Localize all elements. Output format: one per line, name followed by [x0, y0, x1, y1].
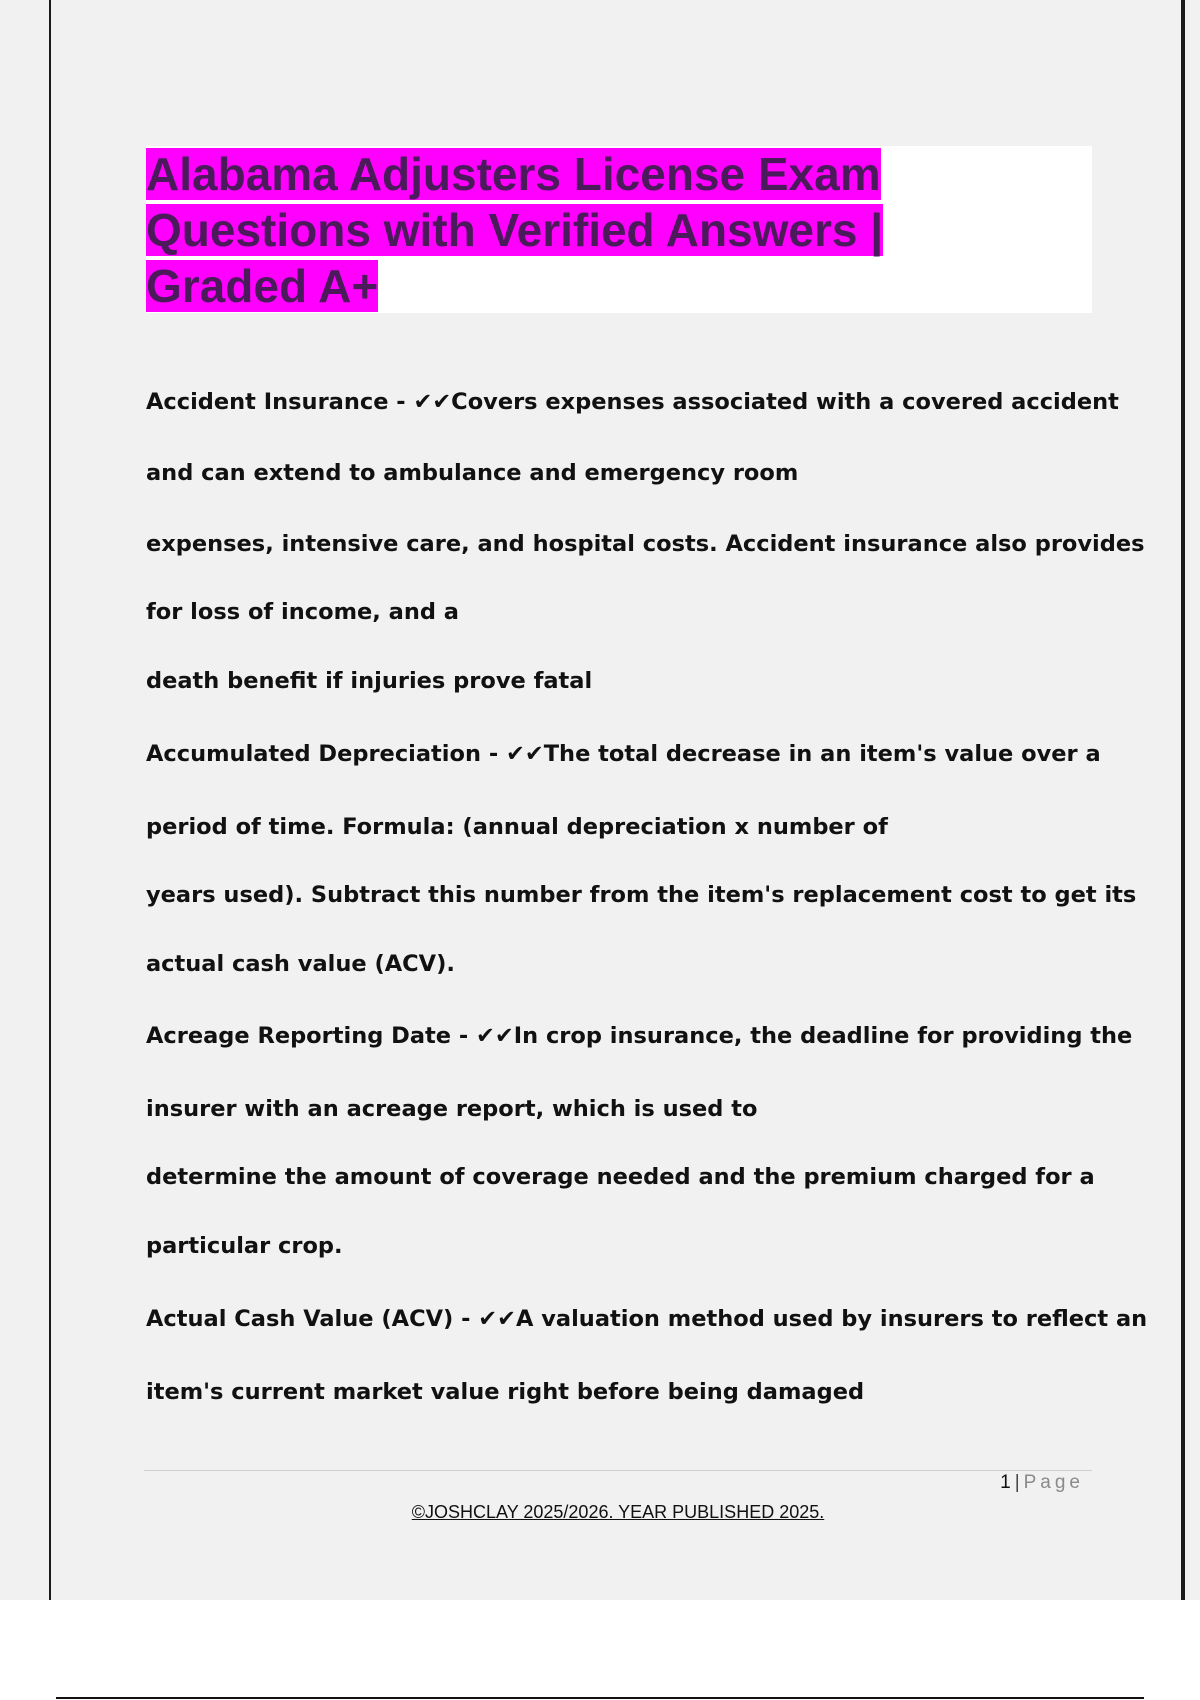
body-line: for loss of income, and a — [146, 599, 459, 625]
body-line: period of time. Formula: (annual depreciation x number of — [146, 814, 888, 840]
page-number-separator: | — [1014, 1472, 1020, 1493]
body-line: Acreage Reporting Date - ✔✔In crop insurance, the deadline for providing the — [146, 1023, 1133, 1049]
body-line: years used). Subtract this number from the item's replacement cost to get its — [146, 882, 1137, 908]
body-line: item's current market value right before being damaged — [146, 1379, 865, 1405]
body-line: Actual Cash Value (ACV) - ✔✔A valuation method used by insurers to reflect an — [146, 1306, 1148, 1332]
footer-divider — [144, 1470, 1092, 1471]
body-line: expenses, intensive care, and hospital costs. Accident insurance also provides — [146, 531, 1145, 557]
body-line: actual cash value (ACV). — [146, 951, 455, 977]
page-number — [1000, 1472, 1084, 1494]
body-line: death benefit if injuries prove fatal — [146, 668, 593, 694]
page-number-value: 1 — [1000, 1472, 1011, 1493]
title-line-1: Alabama Adjusters License Exam — [146, 148, 881, 200]
body-line: Accident Insurance - ✔✔Covers expenses associated with a covered accident — [146, 389, 1119, 415]
copyright-notice: ©JOSHCLAY 2025/2026. YEAR PUBLISHED 2025. — [411, 1502, 825, 1522]
body-line: and can extend to ambulance and emergency room — [146, 460, 799, 486]
page-word: Page — [1023, 1472, 1084, 1493]
bottom-divider — [56, 1697, 1144, 1699]
title-line-2: Questions with Verified Answers | — [146, 204, 884, 256]
document-title — [146, 146, 936, 314]
title-line-3: Graded A+ — [146, 260, 379, 312]
body-line: insurer with an acreage report, which is used to — [146, 1096, 758, 1122]
body-line: Accumulated Depreciation - ✔✔The total decrease in an item's value over a — [146, 741, 1101, 767]
body-line: determine the amount of coverage needed and the premium charged for a — [146, 1164, 1095, 1190]
body-line: particular crop. — [146, 1233, 343, 1259]
